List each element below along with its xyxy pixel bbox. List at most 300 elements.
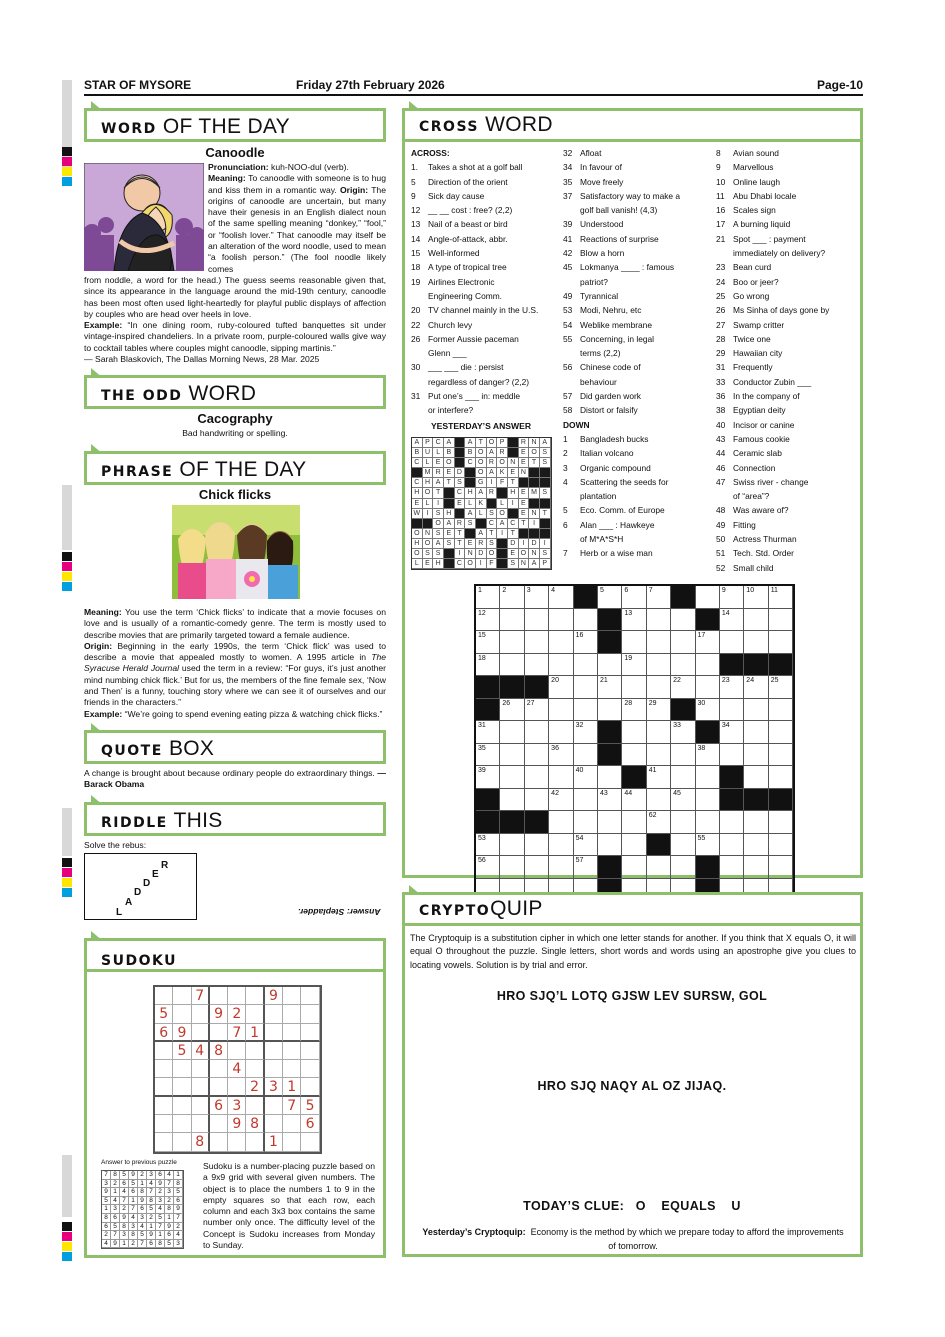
sudoku-cell[interactable] — [228, 1042, 246, 1060]
answer-cell: I — [497, 529, 508, 539]
grid-square[interactable] — [671, 789, 695, 812]
sudoku-cell[interactable] — [155, 1060, 173, 1078]
sudoku-cell: 3 — [156, 1197, 165, 1206]
clue-number: 55 — [563, 333, 573, 344]
grid-square[interactable] — [500, 834, 524, 857]
grid-square[interactable] — [549, 699, 573, 722]
sudoku-cell: 5 — [120, 1171, 129, 1180]
sudoku-cell[interactable] — [301, 1078, 319, 1096]
sudoku-cell[interactable] — [246, 1060, 264, 1078]
clue-text: Concerning, in legal — [580, 333, 655, 344]
grid-square[interactable] — [549, 834, 573, 857]
grid-square[interactable] — [549, 609, 573, 632]
sudoku-cell[interactable] — [265, 1024, 283, 1042]
registration-dot — [62, 552, 72, 561]
sudoku-grid — [153, 985, 322, 1154]
sudoku-cell[interactable] — [265, 1097, 283, 1115]
clue-text: Understood — [580, 219, 624, 230]
answer-cell: D — [529, 539, 540, 549]
clue-number: 57 — [563, 391, 573, 402]
sudoku-cell: 7 — [129, 1205, 138, 1214]
grid-square[interactable] — [647, 609, 671, 632]
clue-item — [716, 360, 861, 374]
clue-text: Frequently — [733, 362, 773, 373]
clue-item — [563, 475, 713, 489]
grid-square[interactable] — [549, 721, 573, 744]
sudoku-cell[interactable] — [155, 1133, 173, 1151]
grid-square[interactable] — [476, 631, 500, 654]
clue-text: Reactions of surprise — [580, 233, 659, 244]
clue-text: golf ball vanish! (4,3) — [580, 205, 658, 216]
black-square — [476, 789, 500, 812]
grid-square[interactable] — [476, 721, 500, 744]
answer-cell: K — [476, 499, 487, 509]
sudoku-cell[interactable] — [155, 987, 173, 1005]
sudoku-cell[interactable] — [192, 1115, 210, 1133]
grid-square[interactable] — [500, 721, 524, 744]
grid-square[interactable] — [549, 856, 573, 879]
grid-square[interactable] — [720, 811, 744, 834]
grid-square[interactable] — [598, 789, 622, 812]
answer-cell: R — [519, 438, 530, 448]
grid-square[interactable] — [769, 699, 793, 722]
grid-square[interactable] — [696, 676, 720, 699]
grid-square[interactable] — [598, 699, 622, 722]
clue-text: Afloat — [580, 148, 602, 158]
grid-square[interactable] — [622, 834, 646, 857]
answer-black-cell — [465, 468, 476, 478]
sudoku-cell: 2 — [156, 1188, 165, 1197]
grid-square[interactable] — [769, 631, 793, 654]
sudoku-cell[interactable] — [301, 1005, 319, 1023]
grid-square[interactable] — [769, 834, 793, 857]
grid-square[interactable] — [671, 811, 695, 834]
sudoku-cell[interactable] — [210, 1115, 228, 1133]
square-number: 34 — [721, 722, 730, 729]
grid-square[interactable] — [744, 766, 768, 789]
sudoku-cell[interactable] — [192, 1060, 210, 1078]
grid-square[interactable] — [598, 834, 622, 857]
answer-cell: O — [529, 448, 540, 458]
black-square — [720, 789, 744, 812]
clue-text: Tyrannical — [580, 290, 619, 301]
grid-square[interactable] — [549, 676, 573, 699]
sudoku-cell[interactable] — [265, 1042, 283, 1060]
sudoku-cell[interactable] — [155, 1078, 173, 1096]
clue-item — [411, 260, 561, 274]
cryptoquip-clue: TODAY’S CLUE: O EQUALS U — [523, 1199, 741, 1213]
grid-square[interactable] — [622, 699, 646, 722]
grid-square[interactable] — [622, 811, 646, 834]
sudoku-cell: 9 — [120, 1214, 129, 1223]
sudoku-cell[interactable] — [155, 1115, 173, 1133]
sudoku-cell: 4 — [102, 1240, 111, 1249]
sudoku-cell: 1 — [138, 1180, 147, 1189]
sudoku-cell[interactable] — [173, 1115, 191, 1133]
grid-row — [476, 856, 793, 879]
sudoku-cell[interactable] — [210, 1078, 228, 1096]
sudoku-cell[interactable] — [283, 1060, 301, 1078]
grid-square[interactable] — [744, 586, 768, 609]
clue-item — [563, 260, 713, 274]
grid-square[interactable] — [500, 654, 524, 677]
grid-square[interactable] — [769, 586, 793, 609]
riddle-header — [84, 802, 386, 836]
sudoku-cell: 7 — [174, 1214, 183, 1223]
grid-square[interactable] — [744, 609, 768, 632]
grid-square[interactable] — [598, 676, 622, 699]
grid-square[interactable] — [525, 834, 549, 857]
sudoku-cell[interactable] — [173, 1005, 191, 1023]
clue-text: Herb or a wise man — [580, 548, 653, 559]
sudoku-cell[interactable] — [192, 1024, 210, 1042]
grid-square[interactable] — [549, 654, 573, 677]
clue-item — [716, 303, 861, 317]
grid-square[interactable] — [549, 789, 573, 812]
sudoku-cell[interactable] — [228, 1078, 246, 1096]
grid-square[interactable] — [598, 811, 622, 834]
grid-square[interactable] — [671, 609, 695, 632]
sudoku-cell[interactable] — [265, 1005, 283, 1023]
sudoku-cell[interactable] — [283, 1042, 301, 1060]
grid-square[interactable] — [647, 766, 671, 789]
grid-square[interactable] — [696, 834, 720, 857]
sudoku-cell[interactable] — [210, 1133, 228, 1151]
sudoku-cell[interactable] — [246, 1042, 264, 1060]
sudoku-cell[interactable] — [283, 1005, 301, 1023]
grid-square[interactable] — [769, 676, 793, 699]
grid-square[interactable] — [647, 654, 671, 677]
answer-row — [412, 519, 551, 529]
sudoku-cell: 6 — [138, 1205, 147, 1214]
answer-cell: I — [455, 549, 466, 559]
grid-square[interactable] — [574, 856, 598, 879]
grid-square[interactable] — [647, 856, 671, 879]
clue-number: 13 — [411, 219, 421, 230]
grid-square[interactable] — [476, 834, 500, 857]
grid-square[interactable] — [744, 699, 768, 722]
sudoku-explanation: Sudoku is a number-placing puzzle based on a 9x9 grid with several given numbers. The object is to place the numbers 1 to 9 in the empty squares so that each row, each column and each 3x3 box contains the same number only once. The difficulty level of the Concept is Sudoku increases from Monday to Sunday. — [203, 1161, 375, 1251]
grid-square[interactable] — [622, 856, 646, 879]
word-of-day-text-cont: from noddle, a word for the head.) The guess seems reasonable given that, since its appearance in the language around the mid-19th century, canoodle has been most often used light-heartedly for playful public displays of affection by couples who are head over heels in love. Example: “In one dining room, ruby-coloured tufted banquettes sit under vintage-inspired chandeliers. In a private room, purple-coloured walls give way to cocktail tables where couples might canoodle, sipping martinis.” — Sarah Blaskovich, The Dallas Morning News, 28 Mar. 2025 — [84, 275, 386, 365]
grid-square[interactable] — [574, 811, 598, 834]
registration-dot — [62, 1242, 72, 1251]
clue-item — [716, 189, 861, 203]
grid-square[interactable] — [500, 789, 524, 812]
grid-square[interactable] — [476, 586, 500, 609]
grid-square[interactable] — [549, 586, 573, 609]
grid-square[interactable] — [696, 654, 720, 677]
sudoku-cell[interactable] — [301, 1042, 319, 1060]
grid-square[interactable] — [647, 631, 671, 654]
registration-dot — [62, 868, 72, 877]
answer-cell: H — [433, 559, 444, 569]
sudoku-cell[interactable] — [283, 1024, 301, 1042]
grid-square[interactable] — [671, 744, 695, 767]
grid-square[interactable] — [671, 721, 695, 744]
sudoku-cell[interactable] — [192, 1078, 210, 1096]
square-number: 20 — [551, 677, 559, 684]
grid-square[interactable] — [525, 856, 549, 879]
grid-square[interactable] — [720, 586, 744, 609]
sudoku-cell[interactable] — [210, 1060, 228, 1078]
clue-text: Move freely — [580, 176, 624, 187]
grid-square[interactable] — [696, 699, 720, 722]
grid-row — [476, 789, 793, 812]
clue-text: Scattering the seeds for — [580, 476, 669, 487]
grid-square[interactable] — [500, 586, 524, 609]
sudoku-cell: 7 — [111, 1231, 120, 1240]
sudoku-cell[interactable] — [283, 1115, 301, 1133]
grid-square[interactable] — [598, 766, 622, 789]
answer-cell: B — [412, 448, 423, 458]
grid-square[interactable] — [574, 744, 598, 767]
clue-item — [563, 318, 713, 332]
clue-text: Blow a horn — [580, 248, 625, 259]
grid-square[interactable] — [476, 744, 500, 767]
clue-item — [716, 175, 861, 189]
grid-square[interactable] — [744, 856, 768, 879]
square-number: 41 — [648, 767, 657, 774]
grid-square[interactable] — [525, 789, 549, 812]
sudoku-cell: 6 — [155, 1024, 173, 1042]
grid-square[interactable] — [500, 744, 524, 767]
answer-cell: E — [444, 529, 455, 539]
sudoku-cell[interactable] — [210, 987, 228, 1005]
grid-square[interactable] — [647, 744, 671, 767]
word-of-day-header — [84, 108, 386, 142]
grid-square[interactable] — [574, 609, 598, 632]
grid-square[interactable] — [622, 654, 646, 677]
answer-cell: O — [444, 458, 455, 468]
clue-text: Nail of a beast or bird — [428, 219, 508, 230]
sudoku-cell[interactable] — [283, 987, 301, 1005]
answer-cell: L — [476, 509, 487, 519]
grid-square[interactable] — [769, 721, 793, 744]
grid-square[interactable] — [744, 744, 768, 767]
sudoku-cell: 4 — [147, 1180, 156, 1189]
grid-square[interactable] — [769, 744, 793, 767]
grid-square[interactable] — [671, 834, 695, 857]
grid-square[interactable] — [574, 789, 598, 812]
grid-square[interactable] — [744, 811, 768, 834]
sudoku-cell[interactable] — [283, 1133, 301, 1151]
grid-square[interactable] — [647, 676, 671, 699]
sudoku-cell: 5 — [173, 1042, 191, 1060]
grid-square[interactable] — [500, 699, 524, 722]
answer-cell: S — [433, 509, 444, 519]
grid-square[interactable] — [525, 631, 549, 654]
answer-black-cell — [444, 488, 455, 498]
sudoku-cell[interactable] — [173, 1078, 191, 1096]
grid-square[interactable] — [720, 834, 744, 857]
sudoku-cell[interactable] — [173, 987, 191, 1005]
grid-square[interactable] — [574, 699, 598, 722]
grid-square[interactable] — [671, 856, 695, 879]
sudoku-cell[interactable] — [301, 1060, 319, 1078]
answer-cell: C — [433, 438, 444, 448]
sudoku-cell[interactable] — [155, 1097, 173, 1115]
answer-cell: N — [529, 549, 540, 559]
sudoku-cell[interactable] — [173, 1060, 191, 1078]
grid-square[interactable] — [622, 609, 646, 632]
grid-square[interactable] — [720, 744, 744, 767]
grid-square[interactable] — [549, 766, 573, 789]
clue-item — [411, 332, 561, 346]
rebus-letter: D — [143, 878, 151, 889]
grid-square[interactable] — [525, 586, 549, 609]
grid-square[interactable] — [500, 631, 524, 654]
answer-black-cell — [529, 478, 540, 488]
sudoku-cell[interactable] — [301, 1133, 319, 1151]
sudoku-cell[interactable] — [265, 1060, 283, 1078]
square-number: 13 — [624, 609, 633, 617]
square-number: 43 — [599, 789, 608, 797]
clue-number — [563, 489, 580, 503]
sudoku-cell: 9 — [174, 1205, 183, 1214]
answer-cell: O — [423, 488, 434, 498]
grid-square[interactable] — [476, 856, 500, 879]
grid-square[interactable] — [769, 609, 793, 632]
grid-square[interactable] — [671, 631, 695, 654]
sudoku-cell[interactable] — [192, 1097, 210, 1115]
square-number: 23 — [721, 677, 730, 684]
grid-square[interactable] — [647, 789, 671, 812]
sudoku-cell[interactable] — [246, 987, 264, 1005]
grid-square[interactable] — [769, 856, 793, 879]
clue-number: 42 — [563, 248, 573, 259]
grid-square[interactable] — [525, 699, 549, 722]
grid-square[interactable] — [622, 631, 646, 654]
grid-square[interactable] — [476, 654, 500, 677]
grid-square[interactable] — [525, 654, 549, 677]
grid-square[interactable] — [598, 586, 622, 609]
sudoku-cell[interactable] — [246, 1133, 264, 1151]
sudoku-cell: 5 — [155, 1005, 173, 1023]
grid-square[interactable] — [671, 676, 695, 699]
sudoku-cell[interactable] — [192, 1005, 210, 1023]
sudoku-cell[interactable] — [301, 1024, 319, 1042]
grid-square[interactable] — [574, 834, 598, 857]
grid-square[interactable] — [720, 856, 744, 879]
grid-square[interactable] — [549, 811, 573, 834]
sudoku-cell[interactable] — [265, 1115, 283, 1133]
sudoku-cell: 1 — [111, 1188, 120, 1197]
grid-square[interactable] — [549, 744, 573, 767]
grid-square[interactable] — [744, 676, 768, 699]
sudoku-cell: 6 — [102, 1223, 111, 1232]
grid-square[interactable] — [647, 811, 671, 834]
rebus-letter: L — [116, 907, 123, 918]
grid-square[interactable] — [525, 721, 549, 744]
sudoku-cell[interactable] — [210, 1024, 228, 1042]
grid-square[interactable] — [671, 654, 695, 677]
grid-square[interactable] — [744, 631, 768, 654]
sudoku-cell[interactable] — [246, 1097, 264, 1115]
sudoku-cell[interactable] — [228, 987, 246, 1005]
grid-square[interactable] — [696, 586, 720, 609]
grid-square[interactable] — [769, 766, 793, 789]
grid-square[interactable] — [720, 631, 744, 654]
sudoku-cell: 6 — [210, 1097, 228, 1115]
grid-square[interactable] — [622, 586, 646, 609]
grid-square[interactable] — [647, 721, 671, 744]
grid-square[interactable] — [476, 609, 500, 632]
grid-square[interactable] — [744, 834, 768, 857]
grid-square[interactable] — [574, 676, 598, 699]
sudoku-cell[interactable] — [155, 1042, 173, 1060]
sudoku-cell[interactable] — [173, 1133, 191, 1151]
sudoku-cell: 6 — [165, 1231, 174, 1240]
sudoku-cell[interactable] — [301, 987, 319, 1005]
sudoku-row — [102, 1188, 183, 1197]
sudoku-cell[interactable] — [173, 1097, 191, 1115]
odd-word-word: Cacography — [197, 411, 273, 426]
grid-square[interactable] — [647, 699, 671, 722]
square-number: 16 — [575, 632, 584, 639]
clue-text: Alan ___ : Hawkeye — [580, 519, 655, 530]
grid-square[interactable] — [500, 856, 524, 879]
grid-square[interactable] — [696, 766, 720, 789]
answer-cell: A — [497, 519, 508, 529]
answer-cell: I — [529, 519, 540, 529]
grid-square[interactable] — [500, 609, 524, 632]
grid-square[interactable] — [622, 789, 646, 812]
grid-square[interactable] — [696, 789, 720, 812]
grid-square[interactable] — [500, 766, 524, 789]
grid-square[interactable] — [647, 586, 671, 609]
sudoku-cell[interactable] — [246, 1005, 264, 1023]
answer-cell: D — [476, 549, 487, 559]
sudoku-cell[interactable] — [228, 1133, 246, 1151]
sudoku-row — [102, 1205, 183, 1214]
grid-square[interactable] — [525, 609, 549, 632]
grid-square[interactable] — [574, 631, 598, 654]
grid-square[interactable] — [696, 811, 720, 834]
grid-square[interactable] — [720, 721, 744, 744]
grid-square[interactable] — [574, 721, 598, 744]
grid-square[interactable] — [671, 766, 695, 789]
grid-square[interactable] — [720, 609, 744, 632]
grid-square[interactable] — [622, 721, 646, 744]
registration-dot — [62, 572, 72, 581]
clue-number: 1 — [563, 433, 568, 444]
clue-text: Satisfactory way to make a — [580, 190, 681, 201]
grid-square[interactable] — [622, 676, 646, 699]
grid-square[interactable] — [598, 654, 622, 677]
grid-square[interactable] — [720, 676, 744, 699]
grid-square[interactable] — [525, 766, 549, 789]
clue-number: 43 — [716, 433, 726, 444]
answer-row — [412, 438, 551, 448]
grid-square[interactable] — [549, 631, 573, 654]
clue-text: Was aware of? — [733, 505, 789, 516]
grid-square[interactable] — [574, 766, 598, 789]
grid-square[interactable] — [476, 766, 500, 789]
grid-square[interactable] — [622, 744, 646, 767]
sudoku-cell: 4 — [174, 1231, 183, 1240]
grid-square[interactable] — [720, 699, 744, 722]
cryptoquip-line-1: HRO SJQ’L LOTQ GJSW LEV SURSW, GOL — [496, 989, 768, 1003]
grid-square[interactable] — [574, 654, 598, 677]
grid-square[interactable] — [744, 721, 768, 744]
answer-cell: S — [540, 448, 551, 458]
grid-square[interactable] — [696, 744, 720, 767]
clue-text: Actress Thurman — [733, 534, 797, 545]
grid-square[interactable] — [769, 811, 793, 834]
grid-square[interactable] — [525, 744, 549, 767]
grid-square[interactable] — [696, 631, 720, 654]
